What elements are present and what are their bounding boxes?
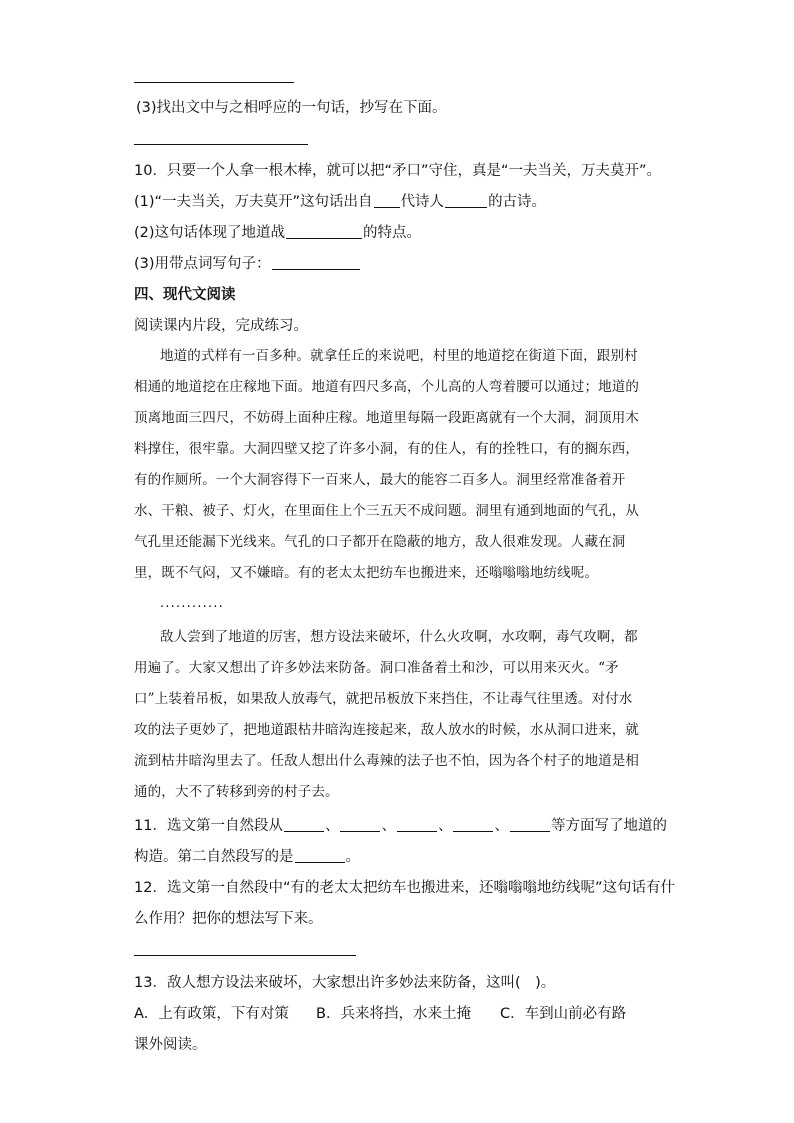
dynasty-blank[interactable]	[374, 193, 400, 208]
passage-paragraph-1-line: 有的作厕所。一个大洞容得下一百来人，最大的能容二百多人。洞里经常准备着开	[134, 472, 626, 488]
aspect-blank-2[interactable]	[340, 817, 380, 832]
question-10-stem: 10．只要一个人拿一根木棒，就可以把“矛口”守住，真是“一夫当关，万夫莫开”。	[134, 163, 661, 179]
option-c[interactable]: C．车到山前必有路	[500, 1006, 627, 1022]
passage-paragraph-1-line: 水、干粮、被子、灯火，在里面住上个三五天不成问题。洞里有通到地面的气孔，从	[134, 503, 640, 519]
q11-separator: 、	[437, 818, 453, 834]
aspect-blank-5[interactable]	[510, 817, 550, 832]
q11-text-b: 等方面写了地道的	[550, 818, 667, 834]
passage-paragraph-2-line: 流到枯井暗沟里去了。任敌人想出什么毒辣的法子也不怕，因为各个村子的地道是相	[134, 753, 640, 769]
q11-text-c: 构造。第二自然段写的是	[134, 849, 294, 865]
question-13-stem: 13．敌人想方设法来破坏，大家想出许多妙法来防备，这叫( )。	[134, 975, 556, 991]
aspect-blank-3[interactable]	[397, 817, 437, 832]
question-10-sub3	[134, 254, 361, 274]
poet-blank[interactable]	[445, 193, 487, 208]
section-instruction: 阅读课内片段，完成练习。	[134, 318, 308, 334]
passage-paragraph-1-line: 料撑住，很牢靠。大洞四壁又挖了许多小洞，有的住人，有的拴牲口，有的搁东西，	[134, 441, 640, 457]
section-heading: 四、现代文阅读	[134, 287, 236, 303]
q10-sub3-text: (3)用带点词写句子：	[134, 256, 271, 272]
passage-paragraph-1-line: 里，既不气闷，又不嫌暗。有的老太太把纺车也搬进来，还嗡嗡嗡地纺线呢。	[134, 565, 599, 581]
question-9-sub3: (3)找出文中与之相呼应的一句话，抄写在下面。	[136, 100, 447, 116]
passage-paragraph-2-line: 通的，大不了转移到旁的村子去。	[134, 784, 339, 800]
q10-sub2-text-b: 的特点。	[363, 225, 422, 241]
passage-paragraph-2-line: 敌人尝到了地道的厉害，想方设法来破坏，什么火攻啊，水攻啊，毒气攻啊，都	[160, 629, 638, 645]
question-11-line1	[134, 816, 667, 836]
option-a[interactable]: A．上有政策，下有对策	[134, 1006, 289, 1022]
next-section-label: 课外阅读。	[134, 1037, 207, 1053]
paragraph-2-blank[interactable]	[295, 848, 345, 863]
passage-paragraph-1-line: 相通的地道挖在庄稼地下面。地道有四尺多高，个儿高的人弯着腰可以通过；地道的	[134, 379, 640, 395]
q11-separator: 、	[381, 818, 396, 834]
question-12-line1: 12．选文第一自然段中“有的老太太把纺车也搬进来，还嗡嗡嗡地纺线呢”这句话有什	[134, 880, 675, 896]
passage-paragraph-1-line: 顶离地面三四尺，不妨碍上面种庄稼。地道里每隔一段距离就有一个大洞，洞顶用木	[134, 410, 640, 426]
passage-paragraph-1-line: 地道的式样有一百多种。就拿任丘的来说吧，村里的地道挖在街道下面，跟别村	[160, 348, 638, 364]
aspect-blank-4[interactable]	[453, 817, 493, 832]
passage-paragraph-2-line: 用遍了。大家又想出了许多妙法来防备。洞口准备着土和沙，可以用来灭火。“矛	[134, 660, 619, 676]
q11-separator: 、	[494, 818, 509, 834]
passage-ellipsis: ............	[160, 596, 224, 611]
q11-text-d: 。	[345, 849, 360, 865]
q11-separator: 、	[324, 818, 340, 834]
question-11-line2	[134, 847, 360, 867]
q10-sub2-text-a: (2)这句话体现了地道战	[134, 225, 286, 241]
aspect-blank-1[interactable]	[284, 817, 324, 832]
question-10-sub2	[134, 223, 421, 243]
q10-sub1-text-b: 代诗人	[400, 194, 445, 210]
answer-line	[134, 82, 294, 83]
answer-line	[134, 955, 356, 956]
question-12-line2: 么作用？把你的想法写下来。	[134, 911, 323, 927]
passage-paragraph-1-line: 气孔里还能漏下光线来。气孔的口子都开在隐蔽的地方，敌人很难发现。人藏在洞	[134, 534, 626, 550]
sentence-blank[interactable]	[272, 255, 360, 270]
q10-sub1-text-a: (1)“一夫当关，万夫莫开”这句话出自	[134, 194, 373, 210]
option-b[interactable]: B．兵来将挡，水来土掩	[316, 1006, 471, 1022]
q10-sub1-text-c: 的古诗。	[488, 194, 547, 210]
answer-line	[134, 144, 308, 145]
question-10-sub1	[134, 192, 546, 212]
q11-text-a: 11．选文第一自然段从	[134, 818, 283, 834]
passage-paragraph-2-line: 口”上装着吊板，如果敌人放毒气，就把吊板放下来挡住，不让毒气往里透。对付水	[134, 691, 633, 707]
feature-blank[interactable]	[286, 224, 362, 239]
passage-paragraph-2-line: 攻的法子更妙了，把地道跟枯井暗沟连接起来，敌人放水的时候，水从洞口进来，就	[134, 722, 640, 738]
